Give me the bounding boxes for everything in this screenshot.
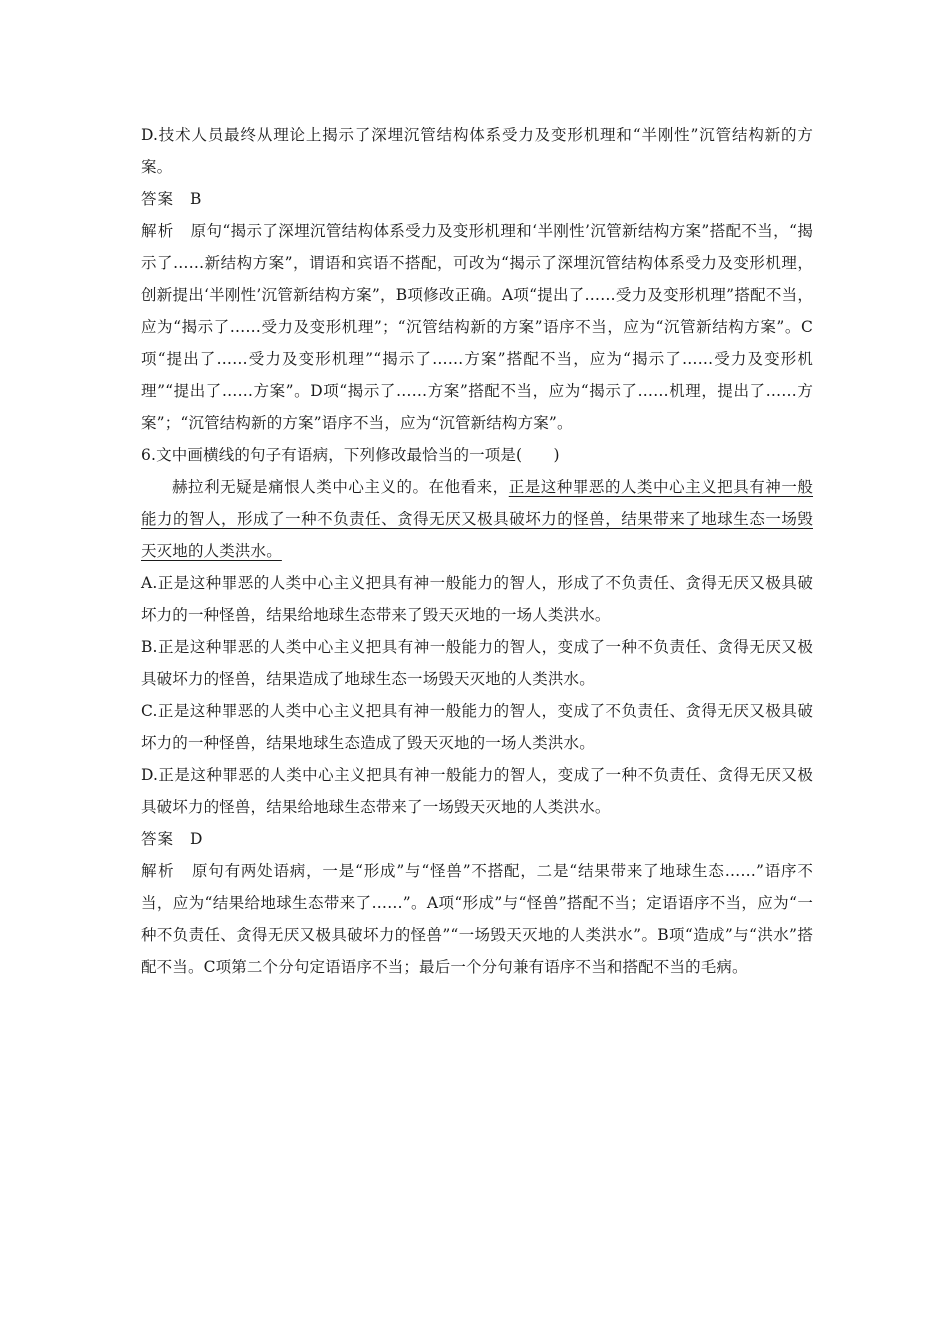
q5-analysis xyxy=(141,215,813,439)
answer-value: D xyxy=(190,830,203,848)
q6-analysis xyxy=(141,855,813,983)
passage-underlined-sentence: 正是这种罪恶的人类中心主义把具有神一般能力的智人，形成了一种不负责任、贪得无厌又极具破坏力的怪兽，结果带来了地球生态一场毁天灭地的人类洪水。 xyxy=(141,478,814,560)
q6-option-c: C.正是这种罪恶的人类中心主义把具有神一般能力的智人，变成了不负责任、贪得无厌又极具破坏力的一种怪兽，结果地球生态造成了毁天灭地的一场人类洪水。 xyxy=(141,702,813,752)
q6-option-b: B.正是这种罪恶的人类中心主义把具有神一般能力的智人，变成了一种不负责任、贪得无厌又极具破坏力的怪兽，结果造成了地球生态一场毁天灭地的人类洪水。 xyxy=(141,638,813,688)
analysis-label: 解析 xyxy=(141,862,176,880)
answer-label: 答案 xyxy=(141,190,175,208)
q6-option-a: A.正是这种罪恶的人类中心主义把具有神一般能力的智人，形成了不负责任、贪得无厌又极具破坏力的一种怪兽，结果给地球生态带来了毁天灭地的一场人类洪水。 xyxy=(141,574,813,624)
answer-label: 答案 xyxy=(141,830,175,848)
passage-lead: 赫拉利无疑是痛恨人类中心主义的。在他看来， xyxy=(172,478,509,496)
q6-question: 6.文中画横线的句子有语病，下列修改最恰当的一项是( ) xyxy=(141,446,560,464)
q6-answer xyxy=(141,823,813,855)
page-content xyxy=(141,119,813,983)
answer-value: B xyxy=(190,190,202,208)
analysis-label: 解析 xyxy=(141,222,175,240)
q5-answer xyxy=(141,183,813,215)
q6-passage xyxy=(141,471,813,567)
analysis-text: 原句有两处语病，一是“形成”与“怪兽”不搭配，二是“结果带来了地球生态……”语序不当，应为“结果给地球生态带来了……”。A项“形成”与“怪兽”搭配不当；定语语序不当，应为“一种不负责任、贪得无厌又极具破坏力的怪兽”“一场毁天灭地的人类洪水”。B项“造成”与“洪水”搭配不当。C项第二个分句定语语序不当；最后一个分句兼有语序不当和搭配不当的毛病。 xyxy=(141,862,813,976)
analysis-text: 原句“揭示了深埋沉管结构体系受力及变形机理和‘半刚性’沉管新结构方案”搭配不当，“揭示了……新结构方案”，谓语和宾语不搭配，可改为“揭示了深埋沉管结构体系受力及变形机理，创新提出‘半刚性’沉管新结构方案”，B项修改正确。A项“提出了……受力及变形机理”搭配不当，应为“揭示了……受力及变形机理”；“沉管结构新的方案”语序不当，应为“沉管新结构方案”。C项“提出了……受力及变形机理”“揭示了……方案”搭配不当，应为“揭示了……受力及变形机理”“提出了……方案”。D项“揭示了……方案”搭配不当，应为“揭示了……机理，提出了……方案”；“沉管结构新的方案”语序不当，应为“沉管新结构方案”。 xyxy=(141,222,813,432)
q6-option-d: D.正是这种罪恶的人类中心主义把具有神一般能力的智人，变成了一种不负责任、贪得无厌又极具破坏力的怪兽，结果给地球生态带来了一场毁天灭地的人类洪水。 xyxy=(141,766,813,816)
q5-option-d: D.技术人员最终从理论上揭示了深埋沉管结构体系受力及变形机理和“半刚性”沉管结构新的方案。 xyxy=(141,126,813,176)
